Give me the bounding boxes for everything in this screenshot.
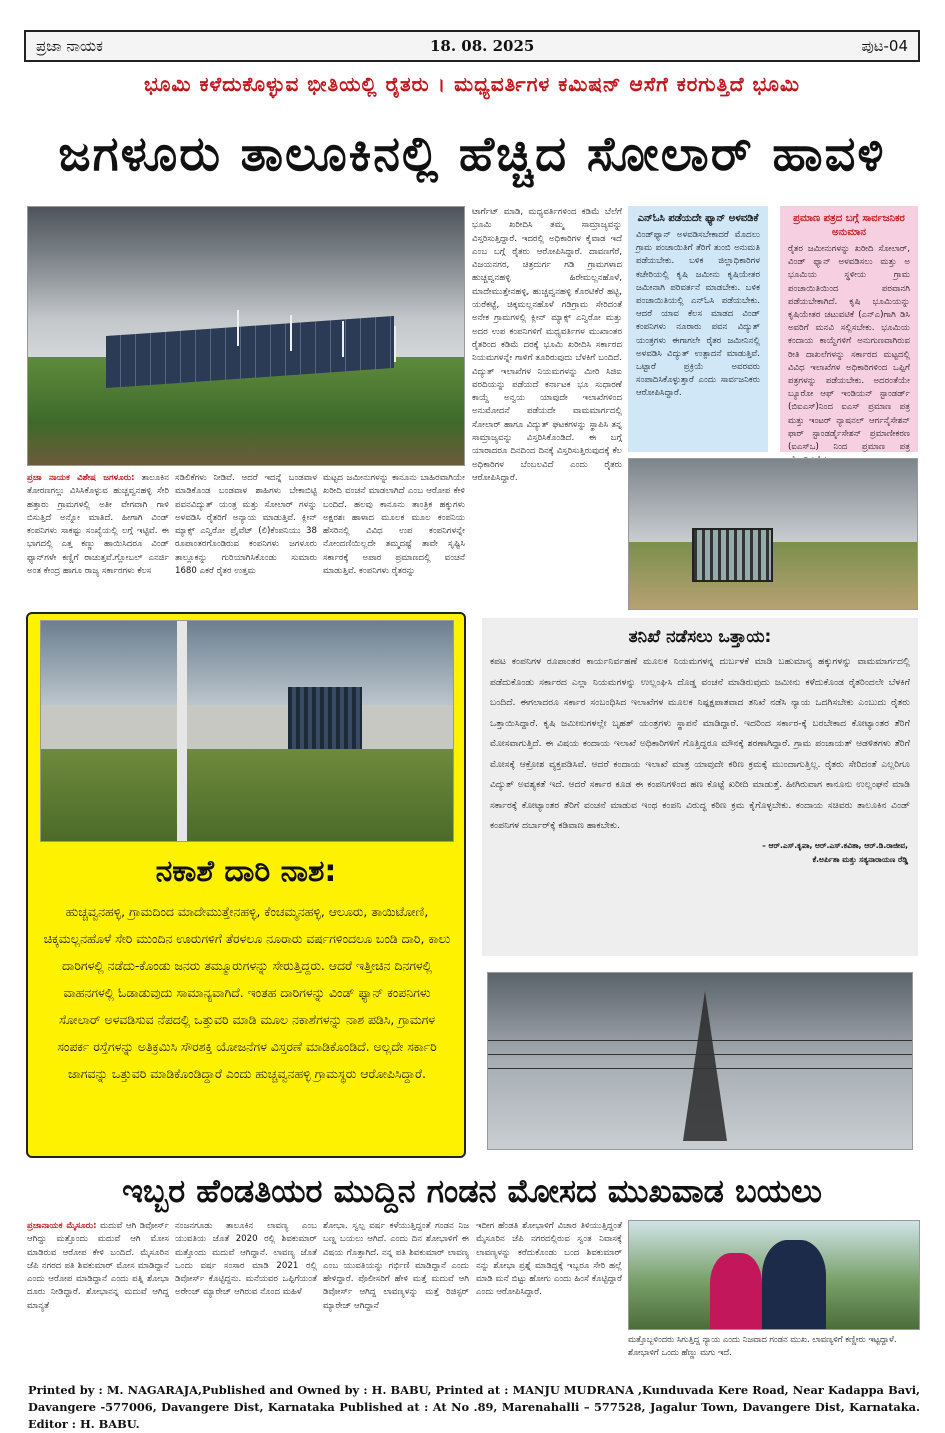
sidebar-noc bbox=[628, 206, 768, 452]
lead-column-3 bbox=[323, 472, 465, 610]
lead-kicker: ಭೂಮಿ ಕಳೆದುಕೊಳ್ಳುವ ಭೀತಿಯಲ್ಲಿ ರೈತರು । ಮಧ್ಯವರ್ತಿಗಳ ಕಮಿಷನ್ ಆಸೆಗೆ ಕರಗುತ್ತಿದೆ ಭೂಮಿ bbox=[143, 72, 801, 96]
lead-byline: ಪ್ರಜಾ ನಾಯಕ ವಿಶೇಷ ಜಗಳೂರು: bbox=[27, 473, 135, 483]
compound-wall-photo bbox=[40, 620, 454, 842]
second-column-3 bbox=[323, 1220, 469, 1378]
issue-date: 18. 08. 2025 bbox=[429, 37, 535, 55]
sidebar-certificate bbox=[780, 206, 918, 452]
gate-photo bbox=[628, 458, 918, 610]
sidebar-certificate-title: ಪ್ರಮಾಣ ಪತ್ರದ ಬಗ್ಗೆ ಸಾರ್ವಜನಿಕರ ಅನುಮಾನ bbox=[793, 213, 905, 238]
second-column-2 bbox=[175, 1220, 317, 1378]
lead-column-1 bbox=[27, 472, 169, 610]
second-col1-text: ಮದುವೆ ಆಗಿ ಡಿವೋರ್ಸ್ ಆಗಿದ್ದು ಮತ್ತೊಂದು ಮದುವೆ ಆಗಿ ಮೋಸ ಮಾಡಿರುವ ಆರೋಪ ಕೇಳಿ ಬಂದಿದೆ. ಮೈಸೂರಿನ ಜೆಪಿ ನಗರದ ಪತಿ ಶಿವಕುಮಾರ್ ಮೋಸ ಮಾಡಿದ್ದಾನೆ ಎಂದು ಆರೋಪ ಮಾಡಿದ್ದಾನೆ ಎಂದು ಪತ್ನಿ ಶೋಭಾ ದೂರು ನೀಡಿದ್ದಾರೆ. ಶೋಭಾನನ್ನ ಮದುವೆ ಆಗಿದ್ದ ಮಾನ್ಯತೆ bbox=[27, 1221, 169, 1311]
sidebar-noc-text: ವಿಂಡ್‌ಫ್ಯಾನ್ ಅಳವಡಿಸಬೇಕಾದರೆ ಮೊದಲು ಗ್ರಾಮ ಪಂಚಾಯಿತಿಗೆ ತೆರಿಗೆ ತುಂಬಿ ಅನುಮತಿ ಪಡೆಯಬೇಕು. ಬಳಿಕ ಜಿಲ್ಲಾಧಿಕಾರಿಗಳ ಕಚೇರಿಯಲ್ಲಿ ಕೃಷಿ ಜಮೀನು ಕೃಷಿಯೇತರ ಜಮೀನಾಗಿ ಪರಿವರ್ತನೆ ಮಾಡಬೇಕು. ಬಳಿಕ ಪಂಚಾಯಿತಿಯಲ್ಲಿ ಎನ್‌ಓಸಿ ಪಡೆಯಬೇಕು. ಆದರೆ ಯಾವ ಕೆಲಸ ಮಾಡದ ವಿಂಡ್ ಕಂಪನಿಗಳು ನೂರಾರು ಪವನ ವಿದ್ಯುತ್ ಯಂತ್ರಗಳು ಈಗಾಗಲೇ ರೈತರ ಜಮೀನಿನಲ್ಲಿ ಅಳವಡಿಸಿ ವಿದ್ಯುತ್ ಉತ್ಪಾದನೆ ಮಾಡುತ್ತಿವೆ. ಒಟ್ಟಾರೆ ಪ್ರಕ್ರಿಯೆ ಅವರವರು ಸಂಪಾದಿಸಿಕೊಳ್ಳುತ್ತಾರೆ ಎಂದು ಸಾರ್ವಜನಿಕರು ಆರೋಪಿಸಿದ್ದಾರೆ. bbox=[636, 230, 760, 399]
second-col2-text: ನಂಜನಗೂಡು ತಾಲೂಕಿನ ಲಾವಣ್ಯ ಎಂಬ ಯುವತಿಯ ಜೊತೆ 2020 ರಲ್ಲಿ ಶಿವಕುಮಾರ್ ಮತ್ತೊಂದು ಮದುವೆ ಆಗಿದ್ದಾನೆ. ಲಾವಣ್ಯ ಜೊತೆ ಒಂದು ವರ್ಷ ಸಂಸಾರ ಮಾಡಿ 2021 ರಲ್ಲಿ ಡಿವೋರ್ಸ್ ಕೊಟ್ಟಿದ್ದನು. ಮನೆಯವರ ಒಪ್ಪಿಗೆಯಂತೆ ಅರೇಂಜ್ ಮ್ಯಾರೇಜ್ ಆಗಿರುವ ನೊಂದ ಮಹಿಳೆ bbox=[175, 1221, 317, 1298]
lead-headline: ಜಗಳೂರು ತಾಲೂಕಿನಲ್ಲಿ ಹೆಚ್ಚಿದ ಸೋಲಾರ್ ಹಾವಳಿ bbox=[58, 126, 886, 182]
map-road-text: ಹುಚ್ಚವ್ವನಹಳ್ಳಿ, ಗ್ರಾಮದಿಂದ ಮಾದೇಮುತ್ತೇನಹಳ್ಳಿ, ಕೆಂಚಮ್ಮನಹಳ್ಳಿ, ಆಲೂರು, ತಾಯಿಟೋಣಿ, ಚಿಕ್ಕಮಲ್ಲನಹೊಳೆ ಸೇರಿ ಮುಂದಿನ ಊರುಗಳಿಗೆ ತೆರಳಲೂ ನೂರಾರು ವರ್ಷಗಳಿಂದಲೂ ಬಂಡಿ ದಾರಿ, ಕಾಲು ದಾರಿಗಳಲ್ಲಿ ನಡೆದು-ಕೊಂಡು ಜನರು ತಮ್ಮೂರುಗಳನ್ನು ಸೇರುತ್ತಿದ್ದರು. ಆದರೆ ಇತ್ತೀಚಿನ ದಿನಗಳಲ್ಲಿ ವಾಹನಗಳಲ್ಲಿ ಓಡಾಡುವುದು ಸಾಮಾನ್ಯವಾಗಿದೆ. ಇಂತಹ ದಾರಿಗಳನ್ನು ವಿಂಡ್ ಫ್ಯಾನ್ ಕಂಪನಿಗಳು ಸೋಲಾರ್ ಅಳವಡಿಸುವ ನೆಪದಲ್ಲಿ ಒತ್ತುವರಿ ಮಾಡಿ ಮೂಲ ನಕಾಶೆಗಳನ್ನು ನಾಶ ಪಡಿಸಿ, ಗ್ರಾಮಗಳ ಸಂಪರ್ಕ ರಸ್ತೆಗಳನ್ನು ಅತಿಕ್ರಮಿಸಿ ಸೌರಶಕ್ತಿ ಯೋಜನೆಗಳ ವಿಸ್ತರಣೆ ಮಾಡಿಕೊಂಡಿದೆ. ಅಲ್ಲದೇ ಸರ್ಕಾರಿ ಜಾಗವನ್ನು ಒತ್ತುವರಿ ಮಾಡಿಕೊಂಡಿದ್ದಾರೆ ಎಂದು ಹುಚ್ಚವ್ವನಹಳ್ಳಿ ಗ್ರಾಮಸ್ಥರು ಆರೋಪಿಸಿದ್ದಾರೆ. bbox=[43, 904, 451, 1081]
sidebar-certificate-text: ರೈತರ ಜಮೀನುಗಳನ್ನು ಖರೀದಿ ಸೋಲಾರ್, ವಿಂಡ್ ಫ್ಯಾನ್ ಅಳವಡಿಸಲು ಮತ್ತು ಅ ಭೂಮಿಯ ಸ್ಥಳೀಯ ಗ್ರಾಮ ಪಂಚಾಯಿತಿಯಿಂದ ಪರವಾನಗಿ ಪಡೆಯಬೇಕಾಗಿದೆ. ಕೃಷಿ ಭೂಮಿಯನ್ನು ಕೃಷಿಯೇತರ ಚಟುವಟಿಕೆ (ಎನ್‌ಎ)ಗಾಗಿ ಡಿಸಿ ಅವರಿಗೆ ಮನವಿ ಸಲ್ಲಿಸಬೇಕು. ಭೂಮಿಯ ಕಂದಾಯ ಕಾಯ್ದೆಗಳಿಗೆ ಅನುಗುಣವಾಗಿರುವ ರೀತಿ ದಾಖಲೆಗಳನ್ನು ಸರ್ಕಾರದ ಮಟ್ಟದಲ್ಲಿ ವಿವಿಧ ಇಲಾಖೆಗಳ ಅಧಿಕಾರಿಗಳಿಂದ ಒಪ್ಪಿಗೆ ಪತ್ರಗಳನ್ನು ಪಡೆಯಬೇಕು. ಅದರಂತೆಯೇ ಬ್ಯೂರೋ ಆಫ್ ಇಂಡಿಯನ್ ಸ್ಟಾಂಡರ್ಡ್ (ಬಿಐಎಸ್)ನಿಂದ ಐಎಸ್ ಪ್ರಮಾಣ ಪತ್ರ ಮತ್ತು ಇಂಟರ್ ನ್ಯಾಷನಲ್ ಆರ್ಗನೈಸೇಶನ್ ಫಾರ್ ಸ್ಟಾಂಡರ್ಡೈಸೇಶನ್ ಪ್ರಮಾಣೀಕರಣ (ಐಎಸ್‌ಒ) ನಿಂದ ಪ್ರಮಾಣ ಪತ್ರ bbox=[788, 244, 910, 453]
lead-col3-text: ಮಟ್ಟದ ಜಮೀನುಗಳನ್ನು ಕಾನೂನು ಬಾಹಿರವಾಗಿಯೇ ಖರೀದಿ ವಂಚನೆ ಮಾಡಲಾಗಿದೆ ಎಂಬ ಆರೋಪ ಕೇಳಿ ಬಂದಿದೆ. ಹಲವು ಕಾನೂನು ತಾಂತ್ರಿಕ ಹಕ್ಕುಗಳು ಅಕ್ಷರಶಃ ಹಾಳಾದ ಮೂಲಕ ಮೂಲ ಕಂಪನಿಯ ಹೆಸರಿನಲ್ಲಿ ವಿವಿಧ ಉಪ ಕಂಪನಿಗಳನ್ನೇ ನೋಂದಣಿಯಿಲ್ಲದೇ ತಮ್ಮದಷ್ಟೆ ತಾವೇ ಸೃಷ್ಟಿಸಿ ಸರ್ಕಾರಕ್ಕೆ ಅಪಾರ ಪ್ರಮಾಣದಲ್ಲಿ ವಂಚನೆ ಮಾಡುತ್ತಿವೆ. ಕಂಪನಿಗಳು ರೈತರನ್ನು bbox=[323, 473, 465, 577]
lead-column-2 bbox=[175, 472, 317, 610]
lead-col1-text: ತಾಲೂಕಿನ ತೋರಣಗಲ್ಲು ವಿಸಿಸಿಕೊಳ್ಳುವ ಹುಚ್ಚವ್ವನಹಳ್ಳಿ ಸೇರಿ ಹತ್ತಾರು ಗ್ರಾಮಗಳಲ್ಲಿ ಅತೀ ವೇಗವಾಗಿ ಗಾಳಿ ಬಿಸುತ್ತಿದೆ ಅನ್ನೋ ಮಾತಿದೆ. ಹೀಗಾಗಿ ವಿಂಡ್ ಕಂಪನಿಗಳು ಸಾಕಷ್ಟು ಸಂಖ್ಯೆಯಲ್ಲಿ ಲಗ್ಗೆ ಇಟ್ಟಿವೆ. ಈ ಭಾಗದಲ್ಲಿ ಎತ್ತ ಕಣ್ಣು ಹಾಯಿಸಿದರೂ ವಿಂಡ್ ಫ್ಯಾನ್‌ಗಳೇ ಕಣ್ಣಿಗೆ ರಾಚುತ್ತವೆ.ಗ್ಲೋಬಲ್ ಎನರ್ಜಿ ಅಂತ ಕೇಂದ್ರ ಹಾಗೂ ರಾಜ್ಯ ಸರ್ಕಾರಗಳು ಕೆಲಸ bbox=[27, 473, 169, 577]
second-col4-text: ಇದೀಗ ಹೆಂಡತಿ ಶೋಭಾಳಿಗೆ ವಿಚಾರ ತಿಳಿಯುತ್ತಿದ್ದಂತೆ ಮೈಸೂರಿನ ಜೆಪಿ ನಗರದಲ್ಲಿರುವ ಸ್ವಂತ ನಿವಾಸಕ್ಕೆ ಲಾವಣ್ಯಳನ್ನು ಕರೆದುಕೊಂಡು ಬಂದ ಶಿವಕುಮಾರ್ ನನ್ನು ಶೋಭಾ ಪ್ರಶ್ನೆ ಮಾಡಿದ್ದಕ್ಕೆ ಇಬ್ಬರೂ ಸೇರಿ ಹಲ್ಲೆ ಮಾಡಿ ಮನೆ ಬಿಟ್ಟು ಹೋಗು ಎಂದು ಹಿಂಸೆ ಕೊಟ್ಟಿದ್ದಾರೆ ಎಂದು ಆರೋಪಿಸಿದ್ದಾರೆ. bbox=[476, 1221, 622, 1298]
investigation-signature-1: – ಆರ್.ಎಸ್.ಕೃಪಾ, ಆರ್.ಎಸ್.ಕವಿತಾ, ಆರ್.ಡಿ.ರಾಜೀವ, bbox=[762, 840, 908, 850]
lead-col2-text: ಸಡಿಲಿಕೆಗಳು ನೀಡಿವೆ. ಆದರೆ ಇದನ್ನೆ ಬಂಡವಾಳ ಮಾಡಿಕೊಂಡ ಬಂಡವಾಳ ಶಾಹಿಗಳು ಬೇಕಾಬಿಟ್ಟಿ ಪವನವಿದ್ಯುತ್ ಯಂತ್ರ ಮತ್ತು ಸೋಲಾರ್ ಗಳನ್ನು ಅಳವಡಿಸಿ ರೈತರಿಗೆ ಅನ್ಯಾಯ ಮಾಡುತ್ತಿವೆ. ಕ್ಲೀನ್ ಮ್ಯಾಕ್ಸ್ ಎನ್ವಿರೋ ಪ್ರೈವೆಟ್ (ಲಿ)ಕೆಂಪನಿಯು 38 ರೂಪಾಂತರಗೊಂಡಿರುವ ಕಂಪನಿಗಳು ಜಗಳೂರು ತಾಲ್ಲೂಕನ್ನು ಗುರಿಯಾಗಿಸಿಕೊಂಡು ಸುಮಾರು 1680 ಎಕರೆ ರೈತರ ಉತ್ತಮ bbox=[175, 473, 317, 577]
couple-photo bbox=[628, 1220, 920, 1330]
second-column-4 bbox=[476, 1220, 622, 1378]
lead-col4-text: ಟಾರ್ಗೆಟ್ ಮಾಡಿ, ಮಧ್ಯವರ್ತಿಗಳಿಂದ ಕಡಿಮೆ ಬೆಲೆಗೆ ಭೂಮಿ ಖರೀದಿಸಿ ತಮ್ಮ ಸಾಮ್ರಾಜ್ಯವನ್ನು ವಿಸ್ತರಿಸುತ್ತಿದ್ದಾರೆ. ಇದರಲ್ಲಿ ಅಧಿಕಾರಿಗಳ ಕೈವಾಡ ಇದೆ ಎಂಬ ಬಗ್ಗೆ ರೈತರು ಆರೋಪಿಸಿದ್ದಾರೆ. ದಾವಣಗೆರೆ, ವಿಜಯನಗರ, ಚಿತ್ರದುರ್ಗ ಗಡಿ ಗ್ರಾಮಗಳಾದ ಹುಚ್ಚವ್ವನಹಳ್ಳಿ ಹಿರೇಮಲ್ಲನಹೊಳೆ, ಮಾದೇಮುತ್ತೇನಹಳ್ಳಿ, ಹುಚ್ಚವ್ವನಹಳ್ಳಿ ಕೊರಟಿಕೆರೆ ಹಟ್ಟಿ, ಯರೆಕಟ್ಟೆ, ಚಿಕ್ಕಮಲ್ಲನಹೊಳೆ ಗಡಿಗ್ರಾಮ ಸೇರಿದಂತೆ ಅನೇಕ ಗ್ರಾಮಗಳಲ್ಲಿ ಕ್ಲೀನ್ ಮ್ಯಾಕ್ಸ್ ಎನ್ವಿರೋ ಮತ್ತು ಅದರ ಉಪ ಕಂಪನಿಗಳಿಗೆ ಮಧ್ಯವರ್ತಿಗಳ ಮುಖಾಂತರ ರೈತರಿಂದ ಕಡಿಮೆ ದರಕ್ಕೆ ಭೂಮಿ ಖರೀದಿಸಿ ಸರ್ಕಾರದ ನಿಯಮಗಳನ್ನೇ ಗಾಳಿಗೆ ತೂರಿರುವುದು ಬೆಳಕಿಗೆ ಬಂದಿದೆ. ವಿದ್ಯುತ್ ಇಲಾಖೆಗಳ ನಿಯಮಗಳನ್ನು ಮೀರಿ ಸಿಜಿಐ ವರದಿಯನ್ನು ಪಡೆಯದೆ ಕರ್ನಾಟಕ ಭೂ ಸುಧಾರಣೆ ಕಾಯ್ದೆ ಅನ್ವಯ ಯಾವುದೇ ಇಲಾಖೆಗಳಿಂದ ಅನುಮೋದನೆ ಪಡೆಯದೇ ವಾಮಮಾರ್ಗದಲ್ಲಿ ಸೋಲಾರ್ ಹಾಗೂ ವಿದ್ಯುತ್ ಘಟಕಗಳನ್ನು ಸ್ಥಾಪಿಸಿ ತನ್ನ ಸಾಮ್ರಾಜ್ಯವನ್ನು ವಿಸ್ತರಿಸಿಕೊಂಡಿದೆ. ಈ ಬಗ್ಗೆ ಯಾರಾದರೂ ದಿನದಿಂದ ದಿನಕ್ಕೆ ವಿಸ್ತರಿಸುತ್ತಿರುವುದಕ್ಕೆ ಕೆಲ ಅಧಿಕಾರಿಗಳ ಬೆಂಬಲವಿದೆ ಎಂದು ರೈತರು ಆರೋಪಿಸಿದ್ದಾರೆ. bbox=[472, 207, 622, 483]
newspaper-name: ಪ್ರಜಾ ನಾಯಕ bbox=[36, 37, 103, 55]
lead-column-4 bbox=[472, 206, 622, 610]
power-tower-photo bbox=[487, 972, 913, 1150]
second-col3-text: ಶೋಭಾ. ಸ್ವಲ್ಪ ವರ್ಷ ಕಳೆಯುತ್ತಿದ್ದಂತೆ ಗಂಡನ ನಿಜ ಬಣ್ಣ ಬಯಲು ಆಗಿದೆ. ಎಂದು ದಿನ ಶೋಭಾಳಿಗೆ ಈ ವಿಷಯ ಗೊತ್ತಾಗಿದೆ. ನನ್ನ ಪತಿ ಶಿವಕುಮಾರ್ ಲಾವಣ್ಯ ಎಂಬ ಯುವತಿಯನ್ನು ಗರ್ಭಿಣಿ ಮಾಡಿದ್ದಾನೆ ಎಂದು ಹೇಳಿದ್ದಾರೆ. ಪೊಲೀಸರಿಗೆ ಹೇಳಿ ಮತ್ತೆ ಮದುವೆ ಆಗಿ ಡಿವೋರ್ಸ್ ಆಗಿದ್ದ ಲಾವಣ್ಯಳನ್ನು ಮತ್ತೆ ರಿಜಿಸ್ಟರ್ ಮ್ಯಾರೇಜ್ ಆಗಿದ್ದಾನೆ bbox=[323, 1221, 469, 1311]
imprint-footer: Printed by : M. NAGARAJA,Published and Owned by : H. BABU, Printed at : MANJU MUDRANA ,Kunduvada Kere Road, Near Kadappa Bavi, Davangere -577006, Davangere Dist, Karnataka Published at : At No .89, Marenahalli – 577528, Jagalur Town, Davangere Dist, Karnataka. Editor : H. BABU. bbox=[28, 1383, 920, 1431]
second-headline: ಇಬ್ಬರ ಹೆಂಡತಿಯರ ಮುದ್ದಿನ ಗಂಡನ ಮೋಸದ ಮುಖವಾಡ ಬಯಲು bbox=[122, 1172, 822, 1210]
second-byline: ಪ್ರಜಾನಾಯಕ ಮೈಸೂರು: bbox=[27, 1221, 97, 1231]
masthead bbox=[24, 30, 920, 62]
investigation-box bbox=[482, 618, 918, 956]
couple-photo-caption: ಮತ್ತೊಬ್ಬಳಿಂದರು ಸಿಗುತ್ತಿದ್ದ ನ್ಯಾಯ ಎಂದು ನಿಜವಾದ ಗಂಡನ ಮುಖ. ಲಾವಣ್ಯಳಿಗೆ ಕಣ್ಣೀರು ಇಟ್ಟದ್ದಾಳೆ. ಶೋಭಾಳಿಗೆ ಒಂದು ಹೆಣ್ಣು ಮಗು ಇದೆ. bbox=[628, 1334, 897, 1357]
second-column-1 bbox=[27, 1220, 169, 1378]
investigation-title: ತನಿಖೆ ನಡೆಸಲು ಒತ್ತಾಯ: bbox=[628, 627, 772, 647]
investigation-signature-2: ಕೆ.ಅರ್ಪಿತಾ ಮತ್ತು ಸತ್ಯನಾರಾಯಣ ರೆಡ್ಡಿ bbox=[812, 854, 908, 864]
investigation-text: ಕಪಟ ಕಂಪನಿಗಳ ರೂಪಾಂತರ ಕಾರ್ಯನಿರ್ವಹಣೆ ಮೂಲಕ ನಿಯಮಗಳನ್ನ ದುರ್ಬಳಕೆ ಮಾಡಿ ಬಹುಮಾನ್ಯ ಹಕ್ಕುಗಳನ್ನು ವಾಮಮಾರ್ಗದಲ್ಲಿ ಪಡೆದುಕೊಂಡು ಸರ್ಕಾರದ ಎಲ್ಲಾ ನಿಯಮಗಳನ್ನು ಉಲ್ಲಂಘಿಸಿ ದೊಡ್ಡ ವಂಚನೆ ಮಾಡಿರುವುದು ಜಮೀನು ಕಳೆದುಕೊಂಡ ರೈತರಿಂದಲೇ ಬೆಳಕಿಗೆ ಬಂದಿದೆ. ಈಗಲಾದರೂ ಸರ್ಕಾರ ಸಂಬಂಧಿಸಿದ ಇಲಾಖೆಗಳ ಮೂಲಕ ನಿಷ್ಪಕ್ಷಪಾತವಾದ ತನಿಖೆ ನಡೆಸಿ ನ್ಯಾಯ ಒದಗಿಸಬೇಕು ಎಂಬುದು ರೈತರು ಒತ್ತಾಯಿಸಿದ್ದಾರೆ. ಕೃಷಿ ಜಮೀನುಗಳಲ್ಲೇ ಬೃಹತ್ ಯಂತ್ರಗಳು ಸ್ಥಾಪನೆ ಮಾಡಿದ್ದಾರೆ. ಇದರಿಂದ ಸರ್ಕಾರ-ಕ್ಕೆ ಬರಬೇಕಾದ ಕೋಟ್ಯಾಂತರ ತೆರಿಗೆ ಮೋಸವಾಗುತ್ತಿದೆ. ಈ ವಿಷಯ ಕಂದಾಯ ಇಲಾಖೆ ಅಧಿಕಾರಿಗಳಿಗೆ ಗೊತ್ತಿದ್ದರೂ ಮೌನಕ್ಕೆ ಶರಣಾಗಿದ್ದಾರೆ. ಗ್ರಾಮ ಪಂಚಾಯತ್ ಆಡಳಿತಗಳು ತೆರಿಗೆ ಮೋಸಕ್ಕೆ ಆಕ್ರೋಶ ವ್ಯಕ್ತಪಡಿಸಿವೆ. ಆದರೆ ಕಂದಾಯ ಇಲಾಖೆ ಮಾತ್ರ ಯಾವುದೇ ಕಠಿಣ ಕ್ರಮಕ್ಕೆ ಮುಂದಾಗುತ್ತಿಲ್ಲ. ರೈತರು ಸೇರಿದಂತೆ ಎಲ್ಲರಿಗೂ ವಿದ್ಯುತ್ ಅವಶ್ಯಕತೆ ಇದೆ. ಆದರೆ ಸರ್ಕಾರ ಕೂಡ ಈ ಕಂಪನಿಗಳಿಂದ ಹಣ ಕೊಟ್ಟೆ ಖರೀದಿ ಮಾಡುತ್ತೆ. ಹೀಗಿರುವಾಗ ಕಾನೂನು ಉಲ್ಲಂಘನೆ ಮಾಡಿ ಸರ್ಕಾರಕ್ಕೆ ಕೋಟ್ಯಾಂತರ ತೆರಿಗೆ ವಂಚನೆ ಮಾಡುವ ಇಂಥ ಕಂಪನಿ ವಿರುದ್ಧ ಕಠಿಣ ಕ್ರಮ ಕೈಗೊಳ್ಳಬೇಕು. ಕಂದಾಯ ಸಚಿವರು ತಾಲೂಕಿನ ವಿಂಡ್ ಕಂಪನಿಗಳ ದರ್ಬಾರ್‌ಕ್ಕೆ ಕಡಿವಾಣ ಹಾಕಬೇಕು. bbox=[490, 656, 910, 831]
map-road-title: ನಕಾಶೆ ದಾರಿ ನಾಶ: bbox=[155, 854, 337, 889]
map-road-box bbox=[26, 612, 466, 1158]
solar-field-photo bbox=[27, 206, 465, 466]
page-number: ಪುಟ-04 bbox=[861, 37, 908, 55]
sidebar-noc-title: ಎನ್‌ಓಸಿ ಪಡೆಯದೇ ಫ್ಯಾನ್ ಅಳವಡಿಕೆ bbox=[637, 213, 759, 224]
